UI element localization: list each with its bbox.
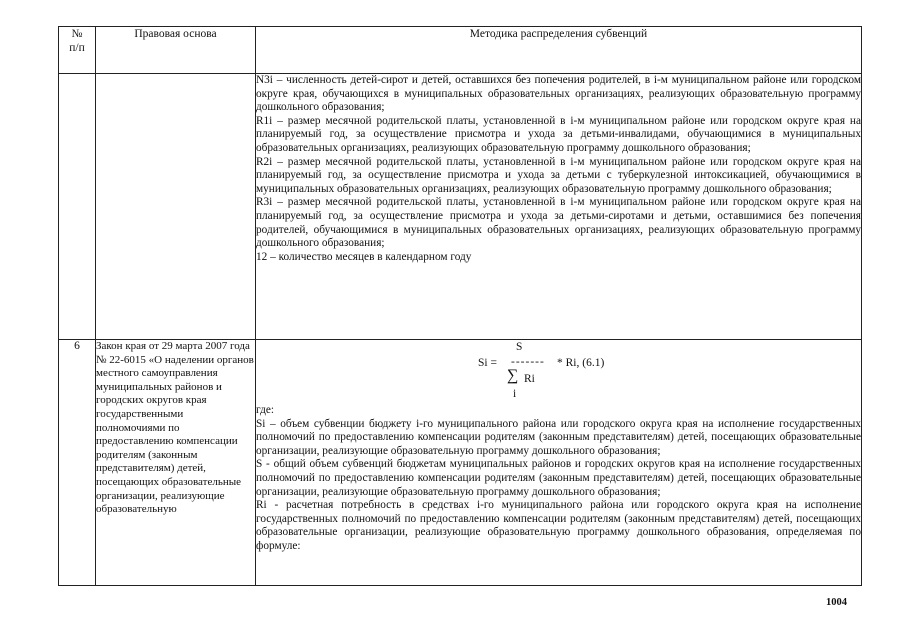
method-cell <box>256 340 862 586</box>
formula-numerator: S <box>516 341 523 353</box>
definition-r2i: R2i – размер месячной родительской платы, установленной в i-м муниципальном районе или городском округе края на планируемый год, за осуществление присмотра и ухода за детьми с туберкулезной интоксикацией, обучающимися в муниципальных образовательных организациях, реализующих образовательную программу дошкольного образования; <box>256 155 861 195</box>
definition-n3i: N3i – численность детей-сирот и детей, оставшихся без попечения родителей, в i-м муниципальном районе или городском округе края, обучающихся в муниципальных образовательных организациях, реализующих образовательную программу дошкольного образования; <box>256 74 861 114</box>
sum-symbol: ∑ <box>507 367 519 384</box>
header-number-line2: п/п <box>69 42 85 54</box>
legal-basis-cell: Закон края от 29 марта 2007 года № 22-6015 «О наделении органов местного самоуправления муниципальных районов и городских округов края государственными полномочиями по предоставлению компенсации родителям (законным представителям) детей, посещающих образовательные организации, реализующие образовательную <box>96 340 256 586</box>
row-number-cell <box>59 74 96 340</box>
definition-s: S - общий объем субвенций бюджетам муниципальных районов и городских округов края на исполнение государственных полномочий по предоставлению компенсации родителям (законным представителям) детей, посещающих образовательные организации, реализующие образовательную программу дошкольного образования; <box>256 458 861 498</box>
header-method: Методика распределения субвенций <box>256 27 862 74</box>
formula-fraction-line: ------- <box>511 356 545 368</box>
row-number-cell: 6 <box>59 340 96 586</box>
table-header-row <box>59 27 862 74</box>
definition-ri: Ri - расчетная потребность в средствах i-го муниципального района или городского округа края на исполнение государственных полномочий по предоставлению компенсации родителям (законным представителям) детей, посещающих образовательные организации, реализующие образовательную программу дошкольного образования, определяемая по формуле: <box>256 499 861 552</box>
header-legal-basis: Правовая основа <box>96 27 256 74</box>
formula-lhs: Si = <box>478 357 497 369</box>
formula-sum-index: i <box>513 388 517 400</box>
formula-6-1 <box>251 340 857 404</box>
where-label: где: <box>256 404 274 416</box>
definition-r3i: R3i – размер месячной родительской платы, установленной в i-м муниципальном районе или городском округе края на планируемый год, за осуществление присмотра и ухода за детьми-сиротами и детьми, оставшимися без попечения родителей, обучающимися в муниципальных образовательных организациях, реализующих образовательную программу дошкольного образования; <box>256 196 861 250</box>
header-number-line1: № <box>71 28 83 40</box>
definition-months: 12 – количество месяцев в календарном году <box>256 250 472 263</box>
page-number: 1004 <box>826 597 847 608</box>
formula-rest: * Ri, (6.1) <box>557 357 605 369</box>
definition-si: Si – объем субвенции бюджету i-го муниципального района или городского округа края на исполнение государственных полномочий по предоставлению компенсации родителям (законным представителям) детей, посещающих образовательные организации, реализующие образовательную программу дошкольного образования; <box>256 417 861 457</box>
formula-sum-term: Ri <box>524 373 535 385</box>
legal-basis-cell <box>96 74 256 340</box>
subsidy-table <box>58 26 862 586</box>
table-row <box>59 74 862 340</box>
table-row <box>59 340 862 586</box>
header-number <box>59 27 96 74</box>
definition-r1i: R1i – размер месячной родительской платы, установленной в i-м муниципальном районе или городском округе края на планируемый год, за осуществление присмотра и ухода за детьми-инвалидами, обучающимися в муниципальных образовательных организациях, реализующих образовательную программу дошкольного образования; <box>256 114 861 154</box>
method-cell <box>256 74 862 340</box>
